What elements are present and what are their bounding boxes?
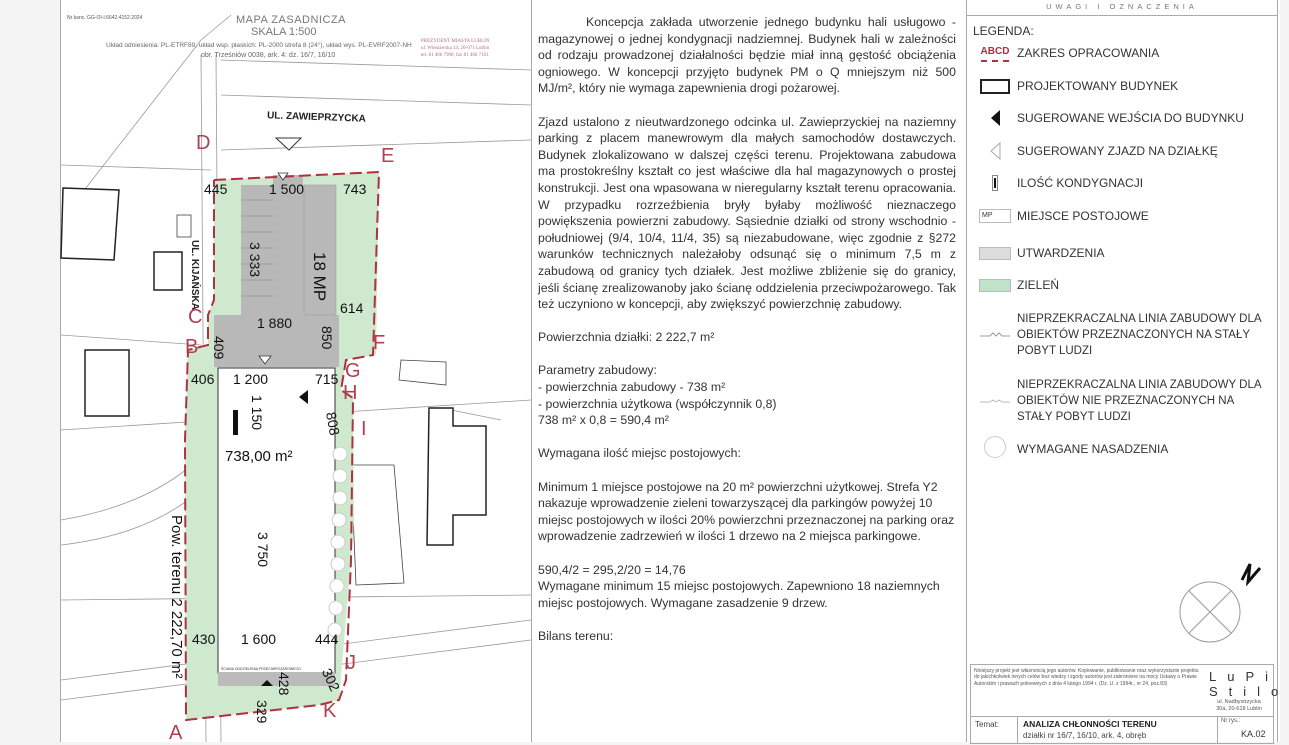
point-H: H <box>343 382 358 404</box>
dimension: 409 <box>211 336 227 360</box>
dimension: 1 880 <box>257 315 293 331</box>
copyright-notice: Niniejszy projekt jest własnością jego autorów. Kopiowanie, publikowanie oraz wykorzystanie projektu do jakichkolwiek innych celów bez wiedzy i zgody autorów jest zabronione na mocy Ustawy o Prawie Autorskim i prawach pokrewnych z dnia 4 lutego 1994 r. (Dz. U. z 1994r., nr 24, poz.83) <box>974 668 1199 687</box>
official-stamp: PREZYDENT MIASTA LUBLIN ul. Wieniawska 14, 20-071 Lublin tel. 81 466 7900, fax 81 466 7101 <box>421 39 490 58</box>
param-calculation: 738 m² x 0,8 = 590,4 m² <box>538 413 669 428</box>
theme-title: ANALIZA CHŁONNOŚCI TERENU <box>1023 719 1157 729</box>
legend-item-zielen: ZIELEŃ <box>973 277 1267 293</box>
parking-calc: 590,4/2 = 295,2/20 = 14,76 <box>538 562 686 577</box>
params-title: Parametry zabudowy: <box>538 363 657 378</box>
dimension: 444 <box>315 631 339 647</box>
map-scale: SKALA 1:500 <box>251 26 317 38</box>
description-paragraph-1: Koncepcja zakłada utworzenie jednego budynku hali usługowo - magazynowej o jednej kondygnacji nadziemnej. Budynek hali w zależności od rodzaju prowadzonej działalności będzie miał inną gęstość obciążenia ogniowego. W koncepcji przyjęto budynek PM o Q mniejszym niż 500 MJ/m², który nie wymaga zapewnienia drogi pożarowej. <box>538 15 956 96</box>
building-line-icon <box>973 377 1017 425</box>
dimension: 430 <box>192 631 216 647</box>
map-title: MAPA ZASADNICZA <box>236 14 346 26</box>
entrance-arrow-icon <box>973 110 1017 126</box>
point-J: J <box>346 652 356 674</box>
legend-item-linia-2: NIEPRZEKRACZALNA LINIA ZABUDOWY DLA OBIEKTÓW NIE PRZEZNACZONYCH NA STAŁY POBYT LUDZI <box>973 377 1267 425</box>
dimension: 1 500 <box>269 181 305 197</box>
building-rect-icon <box>973 78 1017 94</box>
title-block <box>970 664 1289 744</box>
legend-item-linia-1: NIEPRZEKRACZALNA LINIA ZABUDOWY DLA OBIEKTÓW PRZEZNACZONYCH NA STAŁY POBYT LUDZI <box>973 311 1267 359</box>
point-D: D <box>196 132 211 154</box>
drawing-number-label: Nr rys.: <box>1221 718 1241 724</box>
driveway-arrow-icon <box>973 143 1017 159</box>
legend-item-wejscia: SUGEROWANE WEJŚCIA DO BUDYNKU <box>973 110 1267 126</box>
dimension: 3 750 <box>255 532 271 568</box>
map-parcel-info: obr. Trześniów 0038, ark. 4: dz. 16/7, 16/10 <box>201 52 336 59</box>
point-I: I <box>361 418 367 440</box>
point-B: B <box>185 336 199 358</box>
boundary-symbol-icon: ABCD <box>973 45 1017 61</box>
dimension: 1 150 <box>249 395 265 431</box>
title-block-row <box>971 716 1273 744</box>
legend-item-mp: MP MIEJSCE POSTOJOWE <box>973 208 1267 224</box>
dimension: 3 333 <box>247 242 263 278</box>
dimension: 302 <box>318 665 344 694</box>
drawing-number: KA.02 <box>1241 729 1266 739</box>
dimension: 406 <box>191 371 215 387</box>
description-paragraph-2: Zjazd ustalono z nieutwardzonego odcinka ul. Zawieprzyckiej na naziemny parking z placem manewrowym dla małych samochodów dostawczych. Budynek zlokalizowano w dalszej części terenu. Projektowana zabudowa ma prostokreślny kształt co jest właściwe dla hal magazynowych o prostej konstrukcji. Jest ona wpasowana w nieregularny kształt terenu opracowania. W przypadku rozrzeźbienia bryły byłaby możliwość nieznaczego powiększenia powierzni zabudowy. Sąsiednie działki od strony wschodnio - południowej (9/4, 10/4, 11/4, 35) są niezabudowane, więc zgodnie z §272 warunków technicznych należałoby odsunąć się o minimum 7,5 m z zabudową od granicy tych działek. Jest możliwe zbliżenie się do granicy, jeśli ścianę zrealizowanoby jako ścianę oddzielenia przeciwpożarowego. Tak też uczyniono w koncepcji, aby zwiększyć powierzchnię zabudowy. <box>538 114 956 312</box>
description-text <box>538 14 956 645</box>
legend-item-kondygnacje: ILOŚĆ KONDYGNACJI <box>973 175 1267 191</box>
dimension: 850 <box>319 326 335 350</box>
parking-title: Wymagana ilość miejsc postojowych: <box>538 446 741 461</box>
street-label-west: UL. KIJAŃSKA <box>189 240 200 311</box>
dimension: 743 <box>343 181 367 197</box>
plot-area: Powierzchnia działki: 2 222,7 m² <box>538 330 715 345</box>
point-G: G <box>345 360 361 382</box>
point-A: A <box>169 722 183 744</box>
point-K: K <box>323 700 337 722</box>
paving-swatch-icon <box>973 245 1017 261</box>
fire-wall-label: ŚCIANA ODDZIELENIA PRZECIWPOŻAROWEGO <box>221 667 301 671</box>
param-building-area: - powierzchnia zabudowy - 738 m² <box>538 380 726 395</box>
legend-item-budynek: PROJEKTOWANY BUDYNEK <box>973 78 1267 94</box>
theme-subtitle: działki nr 16/7, 16/10, ark. 4, obręb <box>1023 731 1147 740</box>
dimension: 715 <box>315 371 339 387</box>
map-reference-number: Nr kanc. GG-OI-I.6642.4152.2024 <box>67 15 143 21</box>
legend-item-zakres: ABCD ZAKRES OPRACOWANIA <box>973 45 1267 61</box>
dimension: 808 <box>323 410 343 437</box>
parking-text: Minimum 1 miejsce postojowe na 20 m² powierzchni użytkowej. Strefa Y2 nakazuje wprowadzenie zieleni towarzyszącej dla parkingów powyżej 10 miejsc postojowych w ilości 20% powierzchni przeznaczonej na parking oraz wprowadzenie zadrzewień w ilości 1 drzewo na 2 miejsca parkingowe. <box>538 479 955 544</box>
company-logo: LuPi Stilo ul. Nadbystrzycka 30a, 20-618 Lublin <box>1209 669 1289 712</box>
street-label-north: UL. ZAWIEPRZYCKA <box>266 110 367 125</box>
building-line-icon <box>973 311 1017 359</box>
param-usable-area: - powierzchnia użytkowa (współczynnik 0,8) <box>538 396 777 411</box>
green-swatch-icon <box>973 277 1017 293</box>
dimension: 1 200 <box>233 371 269 387</box>
dimension: 1 600 <box>241 631 277 647</box>
balance-title: Bilans terenu: <box>538 628 614 643</box>
storey-count-icon <box>973 175 1017 191</box>
legend-item-nasadzenia: WYMAGANE NASADZENIA <box>973 441 1267 457</box>
tree-circle-icon <box>973 441 1017 457</box>
building-area-label: 738,00 m² <box>225 448 293 465</box>
dimension: 428 <box>276 672 292 696</box>
legend-item-utwardzenia: UTWARDZENIA <box>973 245 1267 261</box>
dimension: 614 <box>340 300 364 316</box>
dimension: 329 <box>254 700 270 724</box>
dimension: 445 <box>204 181 228 197</box>
map-header <box>61 0 531 70</box>
point-E: E <box>381 145 395 167</box>
point-F: F <box>373 332 386 354</box>
parking-spot-icon: MP <box>973 208 1017 224</box>
legend-title: LEGENDA: <box>973 24 1034 38</box>
theme-label: Temat: <box>975 720 1000 729</box>
north-arrow-icon <box>1180 550 1280 650</box>
parking-result: Wymagane minimum 15 miejsc postojowych. Zapewniono 18 naziemnych miejsc postojowych. Wymagane zasadzenie 9 drzew. <box>538 579 940 610</box>
site-plan-map <box>60 0 532 742</box>
point-C: C <box>188 306 203 328</box>
site-area-label: Pow. terenu 2 222,70 m² <box>168 515 185 679</box>
parking-spaces-label: 18 MP <box>310 252 329 302</box>
legend-item-zjazd: SUGEROWANY ZJAZD NA DZIAŁKĘ <box>973 143 1267 159</box>
map-coordinate-system: Układ odniesienia: PL-ETRF89, układ wsp. płaskich: PL-2000 strefa 8 (24°), układ wys. PL-EVRF2007-NH <box>106 42 412 49</box>
legend-header: UWAGI I OZNACZENIA <box>967 0 1277 16</box>
